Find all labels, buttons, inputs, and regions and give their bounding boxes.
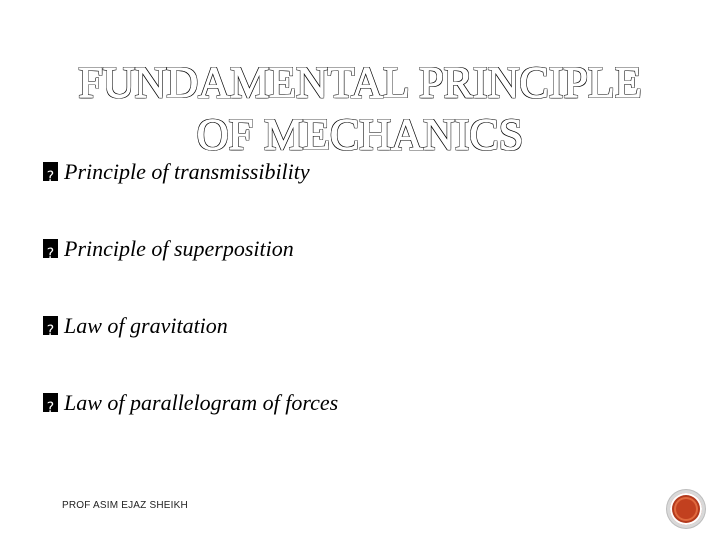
bullet-text: Law of gravitation <box>64 313 228 338</box>
footer-author: PROF ASIM EJAZ SHEIKH <box>62 500 188 511</box>
bullet-list <box>42 156 338 464</box>
missing-glyph-box-icon <box>42 393 60 413</box>
bullet-item <box>42 156 338 233</box>
missing-glyph-box-icon <box>42 239 60 259</box>
bullet-text: Principle of superposition <box>64 236 294 261</box>
bullet-item <box>42 387 338 464</box>
missing-glyph-box-icon <box>42 162 60 182</box>
slide-title <box>40 57 680 161</box>
missing-glyph-box-icon <box>42 316 60 336</box>
bullet-item <box>42 310 338 387</box>
bullet-text: Law of parallelogram of forces <box>64 390 339 415</box>
slide-title-line-1: FUNDAMENTAL PRINCIPLE <box>78 58 642 108</box>
slide-title-line-2: OF MECHANICS <box>196 110 524 160</box>
circle-nav-icon-core <box>676 499 696 519</box>
bullet-item <box>42 233 338 310</box>
bullet-text: Principle of transmissibility <box>64 159 310 184</box>
slide-nav-button[interactable] <box>667 490 705 528</box>
